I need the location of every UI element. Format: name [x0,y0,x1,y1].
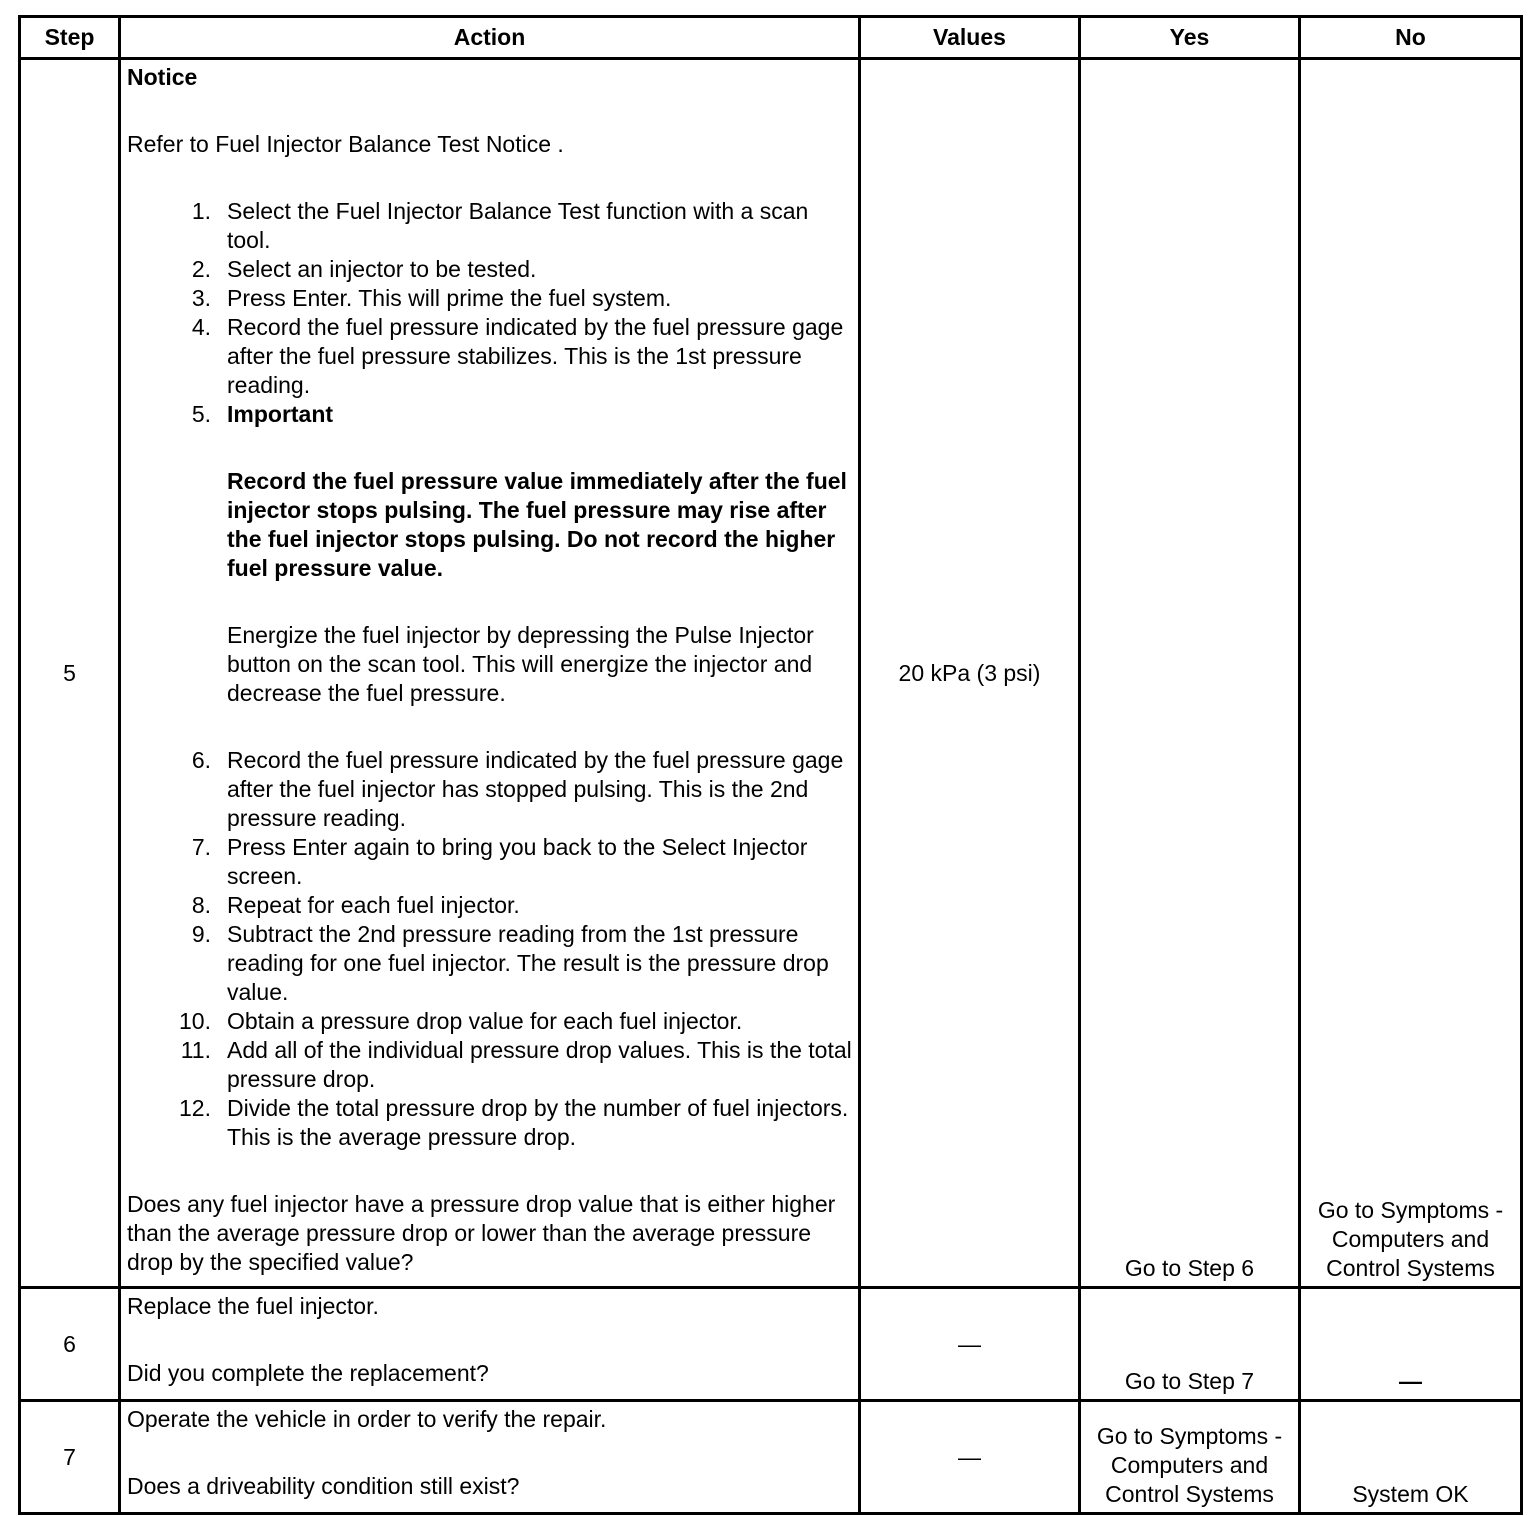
important-text: Record the fuel pressure value immediately after the fuel injector stops pulsing. The fuel pressure may rise after the fuel injector stops pulsing. Do not record the higher fuel pressure value. [227,468,847,581]
yes-cell: Go to Step 7 [1080,1288,1300,1401]
list-item: 4. Record the fuel pressure indicated by the fuel pressure gage after the fuel pressure stabilizes. This is the 1st pressure reading. [191,314,844,398]
list-item: 2. Select an injector to be tested. [191,256,537,282]
question-text: Does a driveability condition still exist? [127,1473,520,1499]
list-item: 3. Press Enter. This will prime the fuel system. [191,285,672,311]
header-yes: Yes [1080,17,1300,59]
list-item: 6. Record the fuel pressure indicated by the fuel pressure gage after the fuel injector has stopped pulsing. This is the 2nd pressure reading. [191,747,844,831]
list-item: 10. Obtain a pressure drop value for each fuel injector. [179,1008,743,1034]
action-cell [120,59,860,1288]
question-text: Does any fuel injector have a pressure drop value that is either higher than the average pressure drop or lower than the average pressure drop by the specified value? [127,1191,836,1275]
header-step: Step [20,17,120,59]
no-cell: Go to Symptoms - Computers and Control Systems [1300,59,1522,1288]
header-values: Values [860,17,1080,59]
header-row [20,17,1522,59]
action-text: Operate the vehicle in order to verify the repair. [127,1406,607,1432]
no-cell: — [1300,1288,1522,1401]
notice-title: Notice [127,64,198,90]
header-no: No [1300,17,1522,59]
table-row-step-5 [20,59,1522,1288]
no-cell: System OK [1300,1401,1522,1514]
list-item: 11. Add all of the individual pressure drop values. This is the total pressure drop. [180,1037,852,1092]
list-item: 1. Select the Fuel Injector Balance Test function with a scan tool. [191,198,809,253]
list-item-important: 5. Important Record the fuel pressure value immediately after the fuel injector stops pulsing. The fuel pressure may rise after the fuel injector stops pulsing. Do not record the higher fuel pressure value. Energize the fuel injector by depressing the Pulse Injector button on the scan tool. This will energize the injector and decrease the fuel pressure. [127,400,852,746]
values-cell: — [860,1288,1080,1401]
important-title: Important [227,401,334,427]
yes-cell: Go to Step 6 [1080,59,1300,1288]
action-text: Replace the fuel injector. [127,1293,379,1319]
header-action: Action [120,17,860,59]
table-row-step-7 [20,1401,1522,1514]
diagnostic-table [18,15,1523,1515]
notice-reference: Refer to Fuel Injector Balance Test Notice . [127,131,564,157]
table-row-step-6 [20,1288,1522,1401]
step-number: 5 [20,59,120,1288]
values-cell: 20 kPa (3 psi) [860,59,1080,1288]
action-cell [120,1288,860,1401]
action-cell [120,1401,860,1514]
energize-text: Energize the fuel injector by depressing the Pulse Injector button on the scan tool. This will energize the injector and decrease the fuel pressure. [227,622,814,706]
step-number: 7 [20,1401,120,1514]
step-number: 6 [20,1288,120,1401]
values-cell: — [860,1401,1080,1514]
list-item: 8. Repeat for each fuel injector. [191,892,520,918]
list-item: 12. Divide the total pressure drop by the number of fuel injectors. This is the average pressure drop. [179,1095,849,1150]
list-item: 9. Subtract the 2nd pressure reading from the 1st pressure reading for one fuel injector. The result is the pressure drop value. [191,921,829,1005]
list-item: 7. Press Enter again to bring you back to the Select Injector screen. [191,834,808,889]
yes-cell: Go to Symptoms - Computers and Control Systems [1080,1401,1300,1514]
question-text: Did you complete the replacement? [127,1360,489,1386]
procedure-list [127,197,852,1152]
